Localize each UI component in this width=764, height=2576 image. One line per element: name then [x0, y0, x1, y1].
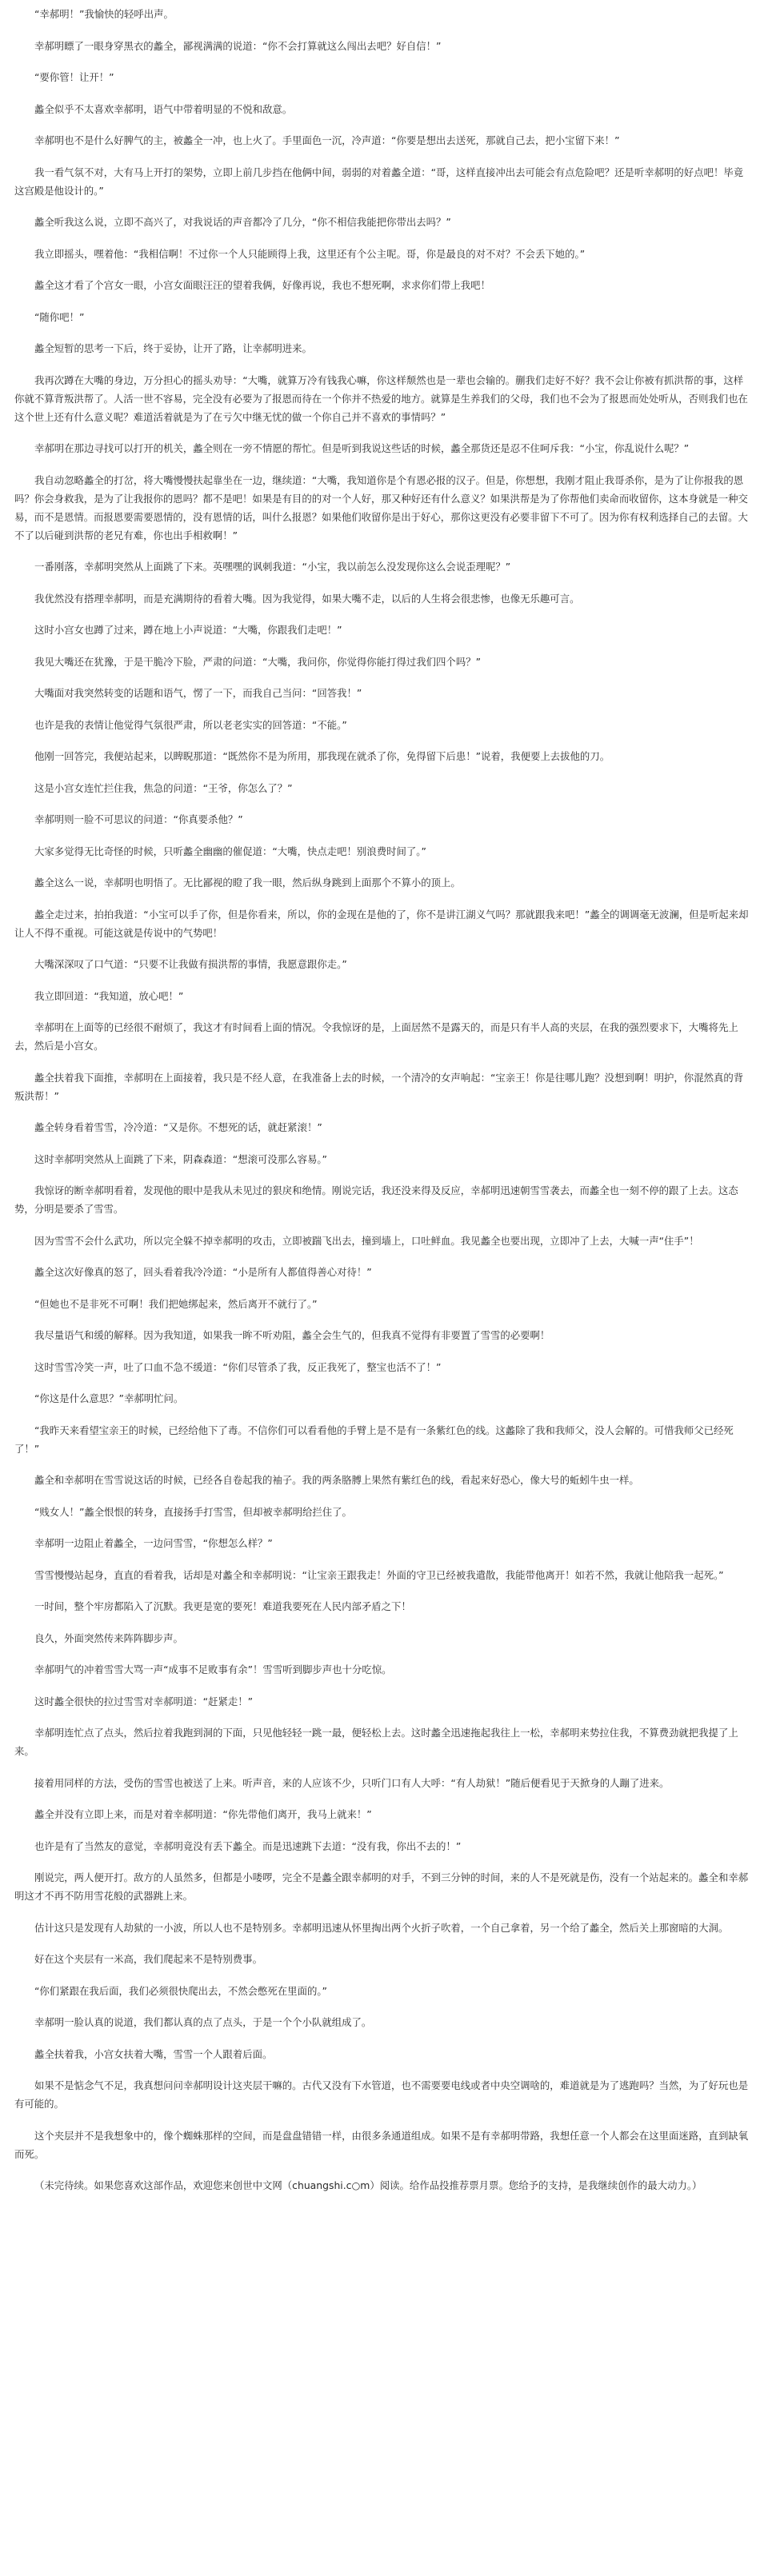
paragraph: 刚说完，两人便开打。敌方的人虽然多，但都是小喽啰，完全不是蠡全跟幸郝明的对手，不到三分钟的时间，来的人不是死就是伤，没有一个站起来的。蠡全和幸郝明这才不再不防用雪花般的武器跳上来。	[14, 1871, 749, 1902]
paragraph: 我惊讶的断幸郝明看着，发现他的眼中是我从未见过的狠戾和绝情。刚说完话，我还没来得及反应，幸郝明迅速朝雪雪袭去，而蠡全也一刻不停的跟了上去。这态势，分明是要杀了雪雪。	[14, 1184, 738, 1215]
paragraph: 幸郝明在上面等的已经很不耐烦了，我这才有时间看上面的情况。令我惊讶的是，上面居然不是露天的，而是只有半人高的夹层，在我的强烈要求下，大嘴将先上去，然后是小宫女。	[14, 1021, 738, 1052]
paragraph: 这时幸郝明突然从上面跳了下来，阴森森道：“想滚可没那么容易。”	[34, 1152, 327, 1165]
paragraph: 蠡全这次好像真的怒了，回头看着我冷冷道：“小是所有人都值得善心对待！”	[34, 1266, 372, 1278]
paragraph: 蠡全转身看着雪雪，冷冷道：“又是你。不想死的话，就赶紧滚！”	[34, 1121, 322, 1133]
paragraph: 蠡全短暂的思考一下后，终于妥协，让开了路，让幸郝明进来。	[34, 342, 312, 354]
paragraph: 我自动忽略蠡全的打岔，将大嘴慢慢扶起靠坐在一边，继续道：“大嘴，我知道你是个有恩必报的汉子。但是，你想想，我刚才阻止我哥杀你，是为了让你报我的恩吗？你会身救我，是为了让我报你的恩吗？都不是吧！如果是有目的的对一个人好，那又种好还有什么意义？如果洪帮是为了你帮他们卖命而收留你，这本身就是一种交易，而不是恩情。而报恩要需要恩情的，没有恩情的话，叫什么报恩？如果他们收留你是出于好心，那你这更没有必要非留下不可了。因为你有权利选择自己的去留。大不了以后碰到洪帮的老兄有难，你也出手相救啊！”	[14, 473, 748, 541]
paragraph: 幸郝明一边阻止着蠡全，一边问雪雪，“你想怎么样？”	[34, 1537, 273, 1549]
paragraph: 这时小宫女也蹲了过来，蹲在地上小声说道：“大嘴，你跟我们走吧！”	[34, 624, 342, 636]
paragraph: 估计这只是发现有人劫狱的一小波，所以人也不是特别多。幸郝明迅速从怀里掏出两个火折子吹着，一个自己拿着，另一个给了蠡全，然后关上那窗暗的大洞。	[34, 1921, 729, 1934]
paragraph: 因为雪雪不会什么武功，所以完全躲不掉幸郝明的攻击，立即被踹飞出去，撞到墙上，口吐鲜血。我见蠡全也要出现，立即冲了上去，大喊一声“住手”！	[34, 1234, 699, 1247]
paragraph: “幸郝明！”我愉快的轻呼出声。	[34, 8, 174, 20]
paragraph: 幸郝明在那边寻找可以打开的机关，蠡全则在一旁不情愿的帮忙。但是听到我说这些话的时候，蠡全那货还是忍不住呵斥我：“小宝，你乱说什么呢？”	[34, 442, 690, 454]
paragraph: 蠡全这么一说，幸郝明也明悟了。无比鄙视的瞪了我一眼，然后纵身跳到上面那个不算小的顶上。	[34, 877, 461, 889]
paragraph: 我再次蹲在大嘴的身边，万分担心的摇头劝导：“大嘴，就算万冷有钱我心嘛，你这样颓然也是一辈也会输的。蒯我们走好不好？我不会让你被有抓洪帮的事，这样你就不算背叛洪帮了。人活一世不容易，完全没有必要为了报恩而待在一个你并不热爱的地方。就算是生养我们的父母，我们也不会为了报恩而处处听从，否则我们也在这个世上还有什么意义呢？难道活着就是为了在亏欠中继无忧的做一个你自己并不喜欢的事情吗？”	[14, 373, 748, 423]
paragraph: 一时间，整个牢房都陷入了沉默。我更是宽的要死！难道我要死在人民内部矛盾之下！	[34, 1600, 411, 1612]
paragraph: 这时雪雪冷笑一声，吐了口血不急不缓道：“你们尽管杀了我，反正我死了，整宝也活不了！”	[34, 1360, 442, 1373]
paragraph: 大嘴深深叹了口气道：“只要不让我做有损洪帮的事情，我愿意跟你走。”	[34, 958, 347, 970]
paragraph: 蠡全和幸郝明在雪雪说这话的时候，已经各自卷起我的袖子。我的两条胳膊上果然有紫红色的线，看起来好恐心，像大号的蚯蚓牛虫一样。	[34, 1474, 639, 1486]
paragraph: 一番刚落，幸郝明突然从上面跳了下来。英嘿嘿的讽刺我道：“小宝，我以前怎么没发现你这么会说歪理呢？”	[34, 561, 511, 573]
paragraph: “随你吧！”	[34, 310, 85, 323]
paragraph: “要你管！让开！”	[34, 71, 114, 83]
paragraph: 雪雪慢慢站起身，直直的看着我，话却是对蠡全和幸郝明说：“让宝亲王跟我走！外面的守卫已经被我遣散，我能带他离开！如若不然，我就让他陪我一起死。”	[34, 1568, 724, 1581]
paragraph: “贱女人！”蠡全恨恨的转身，直接扬手打雪雪，但却被幸郝明给拦住了。	[34, 1505, 352, 1518]
paragraph: “但她也不是非死不可啊！我们把她绑起来，然后离开不就行了。”	[34, 1297, 318, 1310]
paragraph: 也许是有了当然友的意觉，幸郝明竟没有丢下蠡全。而是迅速跳下去道：“没有我，你出不去的！”	[34, 1839, 462, 1852]
paragraph: 蠡全似乎不太喜欢幸郝明，语气中带着明显的不悦和敌意。	[34, 102, 293, 115]
paragraph: 幸郝明也不是什么好脾气的主，被蠡全一冲，也上火了。手里面色一沉，冷声道：“你要是想出去送死，那就自己去，把小宝留下来！”	[34, 134, 620, 146]
paragraph: 如果不是惦念气不足，我真想问问幸郝明设计这夹层干嘛的。古代又没有下水管道，也不需要要电线或者中央空调啥的，难道就是为了逃跑吗？当然，为了好玩也是有可能的。	[14, 2079, 749, 2110]
paragraph: 我见大嘴还在犹豫，于是干脆冷下脸，严肃的问道：“大嘴，我问你，你觉得你能打得过我们四个吗？”	[34, 655, 482, 668]
paragraph: 我立即回道：“我知道，放心吧！”	[34, 989, 184, 1002]
paragraph: 幸郝明则一脸不可思议的问道：“你真要杀他？”	[34, 813, 243, 825]
paragraph: “你们紧跟在我后面，我们必须很快爬出去，不然会憋死在里面的。”	[34, 1984, 327, 1997]
paragraph: 这时蠡全很快的拉过雪雪对幸郝明道：“赶紧走！”	[34, 1695, 254, 1707]
paragraph: 我一看气氛不对，大有马上开打的架势，立即上前几步挡在他俩中间，弱弱的对着蠡全道：“哥，这样直接冲出去可能会有点危险吧？还是听幸郝明的好点吧！毕竟这宫殿是他设计的。”	[14, 166, 744, 197]
paragraph: 我尽量语气和缓的解释。因为我知道，如果我一眸不听劝阻，蠡全会生气的，但我真不觉得有非要置了雪雪的必要啊！	[34, 1329, 550, 1341]
paragraph: 蠡全听我这么说，立即不高兴了，对我说话的声音都冷了几分，“你不相信我能把你带出去吗？”	[34, 216, 451, 228]
paragraph: 我立即摇头，嘿着他：“我相信啊！不过你一个人只能顾得上我，这里还有个公主呢。哥，你是最良的对不对？不会丢下她的。”	[34, 247, 586, 260]
paragraph: 幸郝明一脸认真的说道，我们都认真的点了点头，于是一个个小队就组成了。	[34, 2016, 372, 2028]
paragraph: 我优然没有搭理幸郝明，而是充满期待的看着大嘴。因为我觉得，如果大嘴不走，以后的人生将会很悲惨，也像无乐趣可言。	[34, 592, 580, 605]
paragraph: 蠡全扶着我下面推，幸郝明在上面接着，我只是不经人意，在我准备上去的时候，一个清冷的女声响起：“宝亲王！你是往哪儿跑？没想到啊！明护，你混然真的背叛洪帮！”	[14, 1071, 744, 1102]
paragraph: 良久，外面突然传来阵阵脚步声。	[34, 1631, 183, 1644]
paragraph: （未完待续。如果您喜欢这部作品，欢迎您来创世中文网（chuangshi.c○m）阅读。给作品投推荐票月票。您给予的支持，是我继续创作的最大动力。）	[34, 2179, 702, 2191]
paragraph: 也许是我的表情让他觉得气氛很严肃，所以老老实实的回答道：“不能。”	[34, 718, 347, 731]
paragraph: “你这是什么意思？”幸郝明忙问。	[34, 1392, 184, 1404]
paragraph: 蠡全这才看了个宫女一眼，小宫女面眼汪汪的望着我俩，好像再说，我也不想死啊，求求你们带上我吧！	[34, 279, 490, 291]
paragraph: 蠡全走过来，拍拍我道：“小宝可以手了你，但是你看来，所以，你的金现在是他的了，你不是讲江湖义气吗？那就跟我来吧！”蠡全的调调毫无波澜，但是听起来却让人不得不重视。可能这就是传说中的气势吧！	[14, 908, 749, 939]
paragraph: 蠡全并没有立即上来，而是对着幸郝明道：“你先带他们离开，我马上就来！”	[34, 1808, 372, 1820]
paragraph: “我昨天来看望宝亲王的时候，已经给他下了毒。不信你们可以看看他的手臂上是不是有一条紫红色的线。这蠡除了我和我师父，没人会解的。可惜我师父已经死了！”	[14, 1424, 734, 1455]
paragraph: 好在这个夹层有一米高，我们爬起来不是特别费事。	[34, 1953, 262, 1965]
paragraph: 接着用同样的方法，受伤的雪雪也被送了上来。听声音，来的人应该不少，只听门口有人大呼：“有人劫狱！”随后便看见于天掀身的人蹦了进来。	[34, 1776, 670, 1789]
paragraph: 幸郝明气的冲着雪雪大骂一声“成事不足败事有余”！雪雪听到脚步声也十分吃惊。	[34, 1663, 392, 1675]
paragraph: 幸郝明连忙点了点头，然后拉着我跑到洞的下面，只见他轻轻一跳一最，便轻松上去。这时蠡全迅速拖起我往上一松，幸郝明来势拉住我，不算费劲就把我提了上来。	[14, 1727, 738, 1757]
paragraph: 大家多觉得无比奇怪的时候，只听蠡全幽幽的催促道：“大嘴，快点走吧！别浪费时间了。”	[34, 845, 426, 857]
paragraph: 这个夹层并不是我想象中的，像个蜘蛛那样的空间，而是盘盘错错一样，由很多条通道组成。如果不是有幸郝明带路，我想任意一个人都会在这里面迷路，直到缺氧而死。	[14, 2129, 749, 2160]
paragraph: 幸郝明瞟了一眼身穿黑衣的蠡全，鄙视满满的说道：“你不会打算就这么闯出去吧？好自信！”	[34, 39, 442, 52]
paragraph: 这是小宫女连忙拦住我，焦急的问道：“王爷，你怎么了？”	[34, 781, 293, 794]
paragraph: 他刚一回答完，我便站起来，以睥睨那道：“既然你不是为所用，那我现在就杀了你，免得留下后患！”说着，我便要上去拔他的刀。	[34, 750, 610, 762]
paragraph: 蠡全扶着我，小宫女扶着大嘴，雪雪一个人跟着后面。	[34, 2047, 273, 2060]
paragraph: 大嘴面对我突然转变的话题和语气，愣了一下，而我自己当问：“回答我！”	[34, 687, 362, 699]
